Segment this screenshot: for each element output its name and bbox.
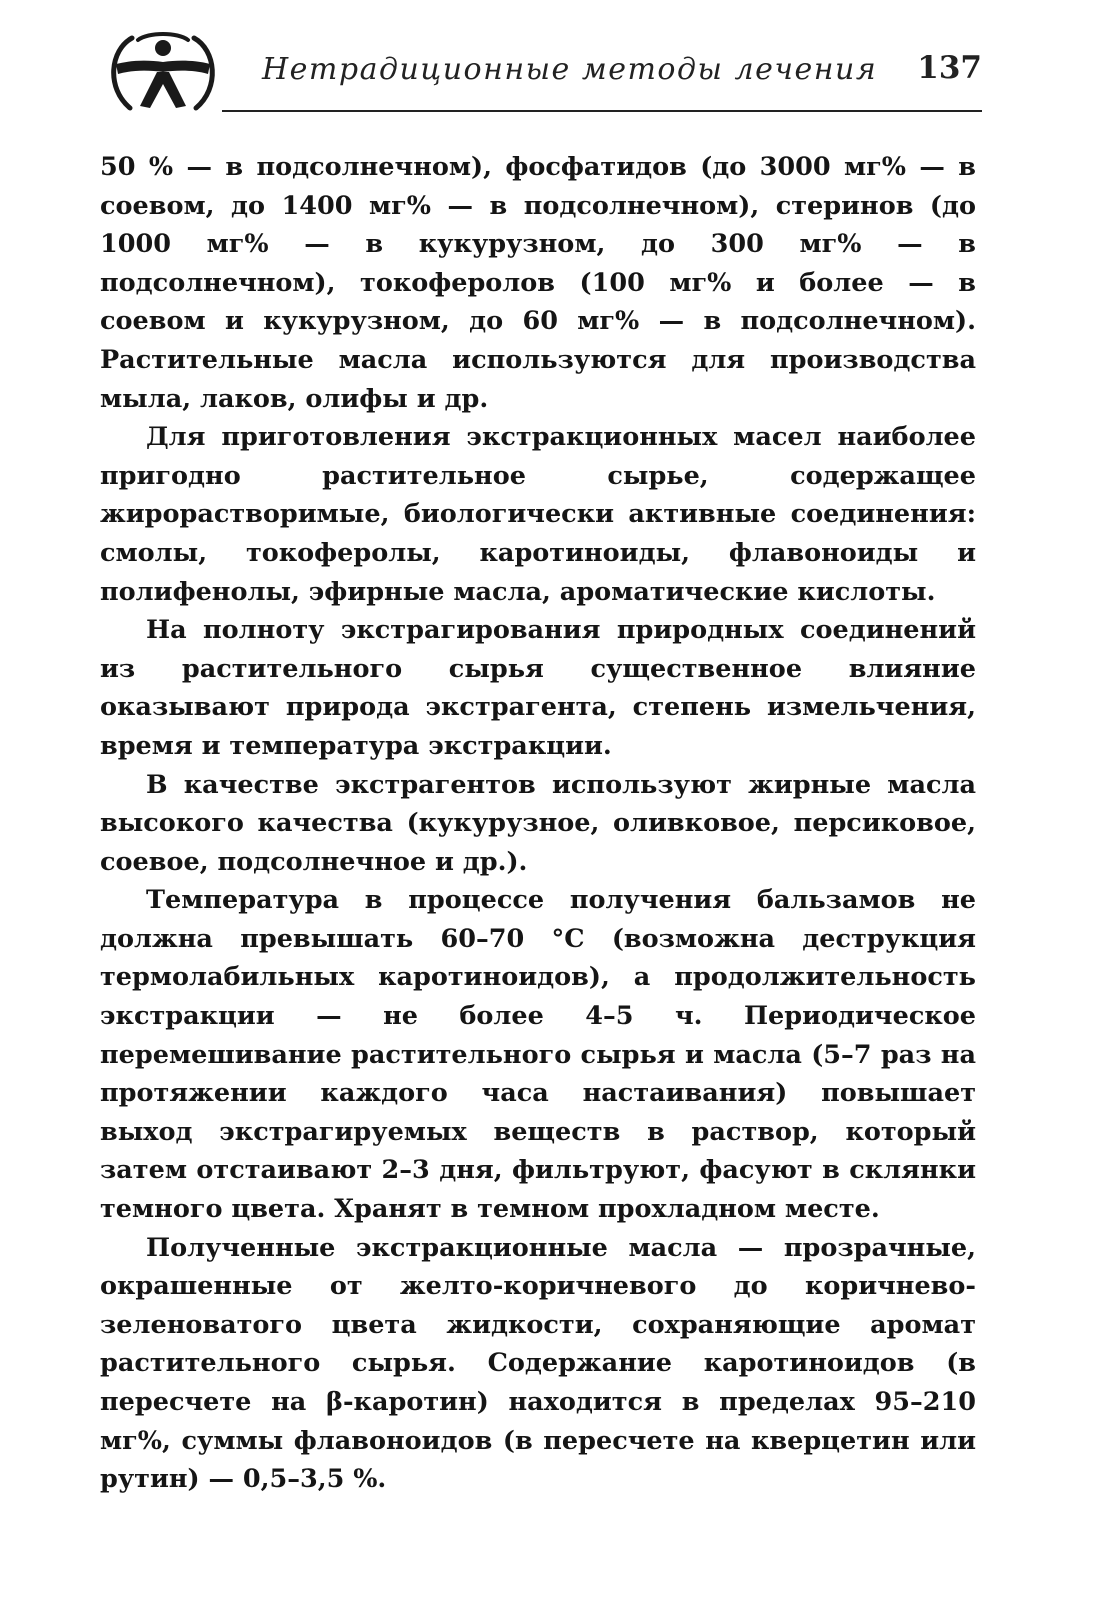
paragraph: В качестве экстрагентов используют жирные масла высокого качества (кукурузное, оливковое, персиковое, соевое, подсолнечное и др.). [100, 769, 976, 877]
page-header [102, 30, 982, 120]
running-title: Нетрадиционные методы лечения [262, 52, 878, 87]
paragraph-continued: 50 % — в подсолнечном), фосфатидов (до 3000 мг% — в соевом, до 1400 мг% — в подсолнечном), стеринов (до 1000 мг% — в кукурузном, до 300 мг% — в подсолнечном), токоферолов (100 мг% и более — в соевом и кукурузном, до 60 мг% — в подсолнечном). Растительные масла используются для производства мыла, лаков, олифы и др. [100, 152, 976, 414]
stylized-human-figure-emblem-icon [102, 30, 224, 114]
paragraph: Для приготовления экстракционных масел наиболее пригодно растительное сырье, содержащее жирорастворимые, биологически активные соединения: смолы, токоферолы, каротиноиды, флавоноиды и полифенолы, эфирные масла, ароматические кислоты. [100, 422, 976, 607]
paragraph: На полноту экстрагирования природных соединений из растительного сырья существенное влияние оказывают природа экстрагента, степень измельчения, время и температура экстракции. [100, 615, 976, 761]
paragraph: Полученные экстракционные масла — прозрачные, окрашенные от желто-коричневого до коричнево-зеленоватого цвета жидкости, сохраняющие аромат растительного сырья. Содержание каротиноидов (в пересчете на β-каротин) находится в пределах 95–210 мг%, суммы флавоноидов (в пересчете на кверцетин или рутин) — 0,5–3,5 %. [100, 1232, 976, 1495]
body-text [100, 148, 976, 1499]
paragraph: Температура в процессе получения бальзамов не должна превышать 60–70 °С (возможна деструкция термолабильных каротиноидов), а продолжительность экстракции — не более 4–5 ч. Периодическое перемешивание растительного сырья и масла (5–7 раз на протяжении каждого часа настаивания) повышает выход экстрагируемых веществ в раствор, который затем отстаивают 2–3 дня, фильтруют, фасуют в склянки темного цвета. Хранят в темном прохладном месте. [100, 885, 976, 1225]
page-number: 137 [917, 50, 982, 86]
header-rule [222, 110, 982, 112]
